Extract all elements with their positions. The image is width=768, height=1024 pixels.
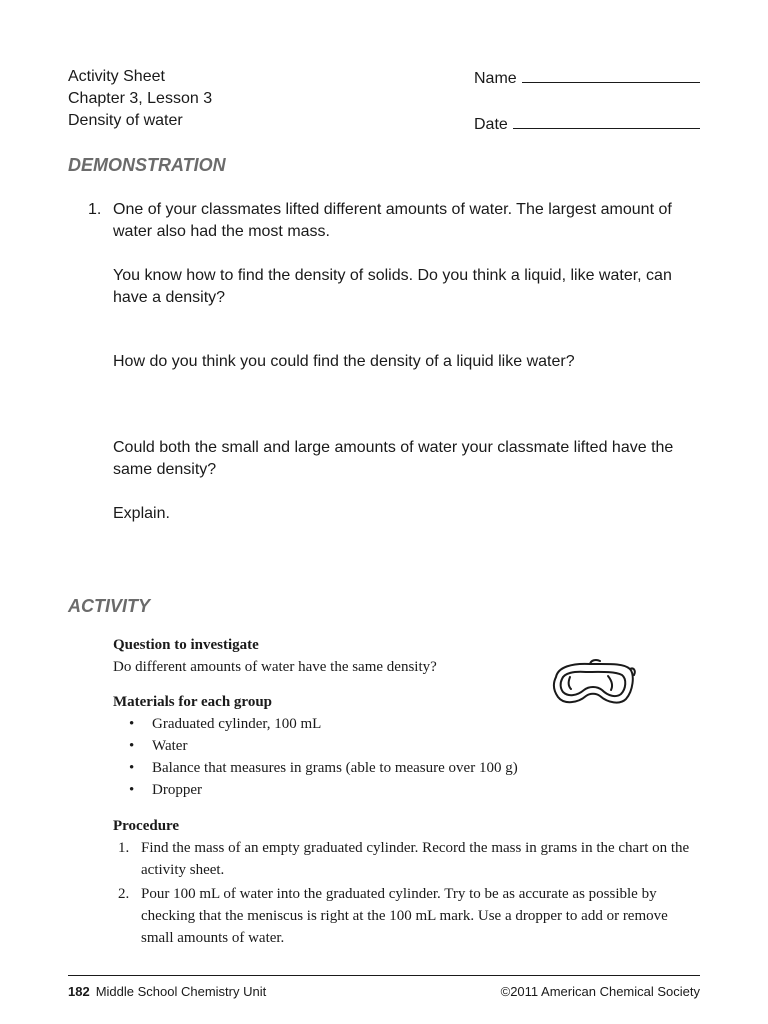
date-field[interactable]	[474, 112, 700, 136]
name-label: Name	[474, 70, 517, 87]
item-number: 1.	[88, 201, 102, 218]
list-item: • Dropper	[121, 779, 703, 801]
header-info	[68, 66, 212, 132]
materials-heading: Materials for each group	[113, 694, 273, 710]
demonstration-item-body	[113, 199, 700, 525]
demonstration-item	[88, 199, 700, 525]
materials-list	[113, 713, 703, 801]
list-item: • Balance that measures in grams (able to measure over 100 g)	[121, 757, 703, 779]
procedure-list	[113, 837, 703, 949]
name-field[interactable]	[474, 66, 700, 90]
list-item: • Graduated cylinder, 100 mL	[121, 713, 703, 735]
activity-heading: ACTIVITY	[68, 596, 151, 616]
demo-paragraph: How do you think you could find the density of a liquid like water?	[113, 353, 575, 370]
unit-name: Middle School Chemistry Unit	[95, 984, 267, 999]
step-number: 2.	[118, 886, 130, 902]
name-blank[interactable]	[522, 66, 700, 83]
procedure-step	[113, 837, 703, 881]
date-label: Date	[474, 116, 508, 133]
safety-goggles-icon	[550, 655, 636, 711]
step-number: 1.	[118, 840, 130, 856]
question-text: Do different amounts of water have the same density?	[113, 659, 437, 675]
step-text: Pour 100 mL of water into the graduated cylinder. Try to be as accurate as possible by checking that the meniscus is right at the 100 mL mark. Use a dropper to add or remove small amounts of water.	[141, 886, 668, 946]
student-fields	[474, 66, 700, 136]
demonstration-heading: DEMONSTRATION	[68, 155, 226, 175]
demo-paragraph: Explain.	[113, 505, 170, 522]
question-heading: Question to investigate	[113, 637, 259, 653]
step-text: Find the mass of an empty graduated cylinder. Record the mass in grams in the chart on the activity sheet.	[141, 840, 690, 878]
lesson-title: Density of water	[68, 112, 183, 129]
demo-paragraph: One of your classmates lifted different amounts of water. The largest amount of water also had the most mass.	[113, 201, 672, 240]
footer-divider	[68, 975, 700, 976]
sheet-type: Activity Sheet	[68, 68, 165, 85]
list-item: • Water	[121, 735, 703, 757]
chapter-lesson: Chapter 3, Lesson 3	[68, 90, 213, 107]
demo-paragraph: Could both the small and large amounts of water your classmate lifted have the same density?	[113, 439, 674, 478]
demo-paragraph: You know how to find the density of solids. Do you think a liquid, like water, can have a density?	[113, 267, 672, 306]
procedure-step	[113, 883, 703, 949]
footer-left	[68, 983, 266, 1001]
copyright: ©2011 American Chemical Society	[500, 984, 700, 999]
page-number: 182	[68, 984, 90, 999]
date-blank[interactable]	[513, 112, 700, 129]
procedure-heading: Procedure	[113, 818, 180, 834]
